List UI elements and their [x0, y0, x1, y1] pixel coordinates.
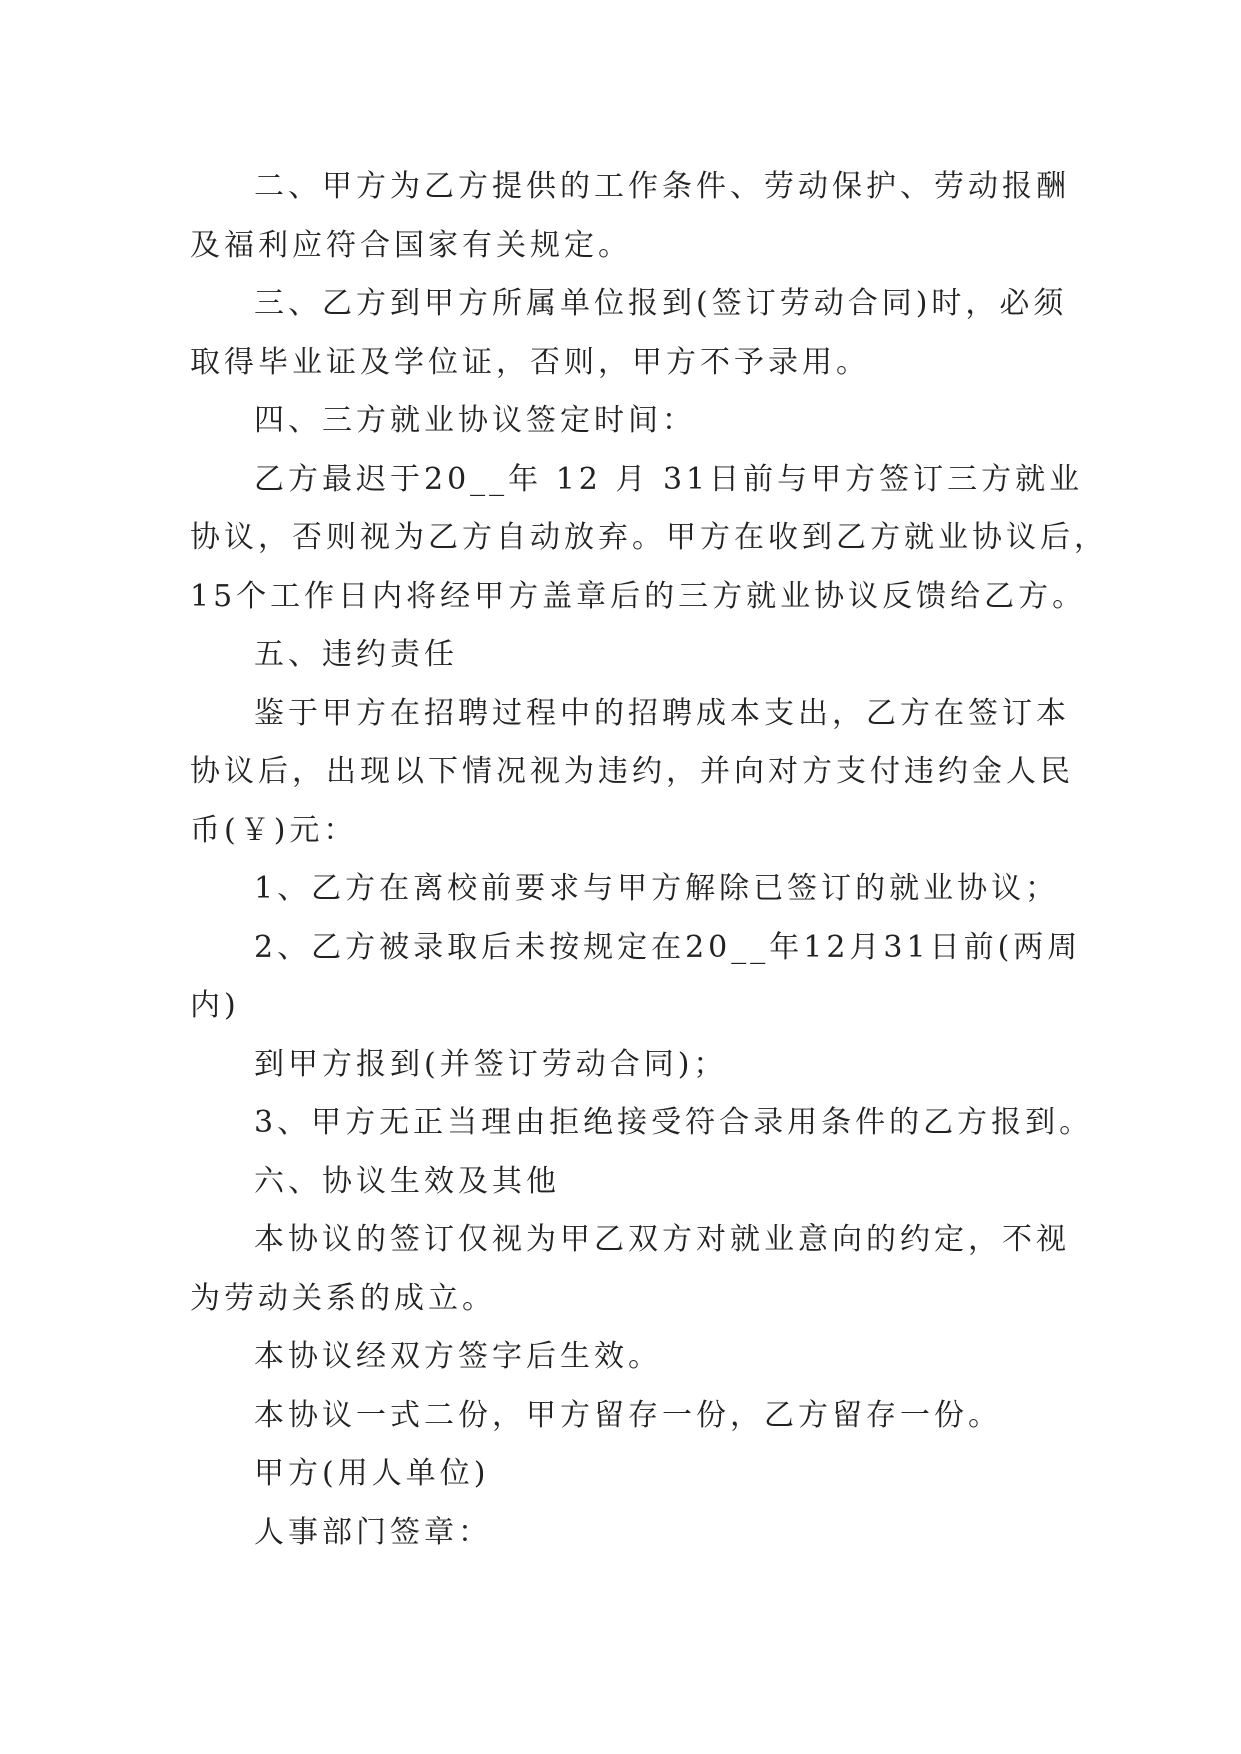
signature-party-label: 甲方(用人单位): [254, 1456, 490, 1491]
text-line: 本协议经双方签字后生效。: [254, 1339, 662, 1374]
section-heading: 六、协议生效及其他: [254, 1163, 560, 1199]
text-line: 乙方最迟于20__年 12 月 31日前与甲方签订三方就业: [254, 461, 1084, 497]
text-line: 到甲方报到(并签订劳动合同)；: [254, 1046, 728, 1082]
text-line: 币(￥)元：: [190, 812, 358, 848]
text-line: 内): [190, 988, 240, 1023]
section-heading: 四、三方就业协议签定时间：: [254, 403, 696, 438]
text-line: 本协议的签订仅视为甲乙双方对就业意向的约定，不视: [254, 1222, 1070, 1257]
text-line: 本协议一式二份，甲方留存一份，乙方留存一份。: [254, 1397, 1002, 1433]
text-line: 鉴于甲方在招聘过程中的招聘成本支出，乙方在签订本: [254, 695, 1070, 731]
text-line: 三、乙方到甲方所属单位报到(签订劳动合同)时，必须: [254, 286, 1068, 321]
text-line: 二、甲方为乙方提供的工作条件、劳动保护、劳动报酬: [254, 169, 1070, 204]
signature-stamp-label: 人事部门签章：: [254, 1514, 492, 1550]
document-body: [190, 158, 1108, 1562]
list-item: 3、甲方无正当理由拒绝接受符合录用条件的乙方报到。: [254, 1105, 1094, 1140]
section-heading: 五、违约责任: [254, 637, 458, 672]
text-line: 协议，否则视为乙方自动放弃。甲方在收到乙方就业协议后，: [190, 520, 1108, 555]
text-line: 协议后，出现以下情况视为违约，并向对方支付违约金人民: [190, 754, 1074, 789]
text-line: 为劳动关系的成立。: [190, 1280, 496, 1316]
text-line: 取得毕业证及学位证，否则，甲方不予录用。: [190, 344, 870, 380]
list-item: 1、乙方在离校前要求与甲方解除已签订的就业协议；: [254, 871, 1060, 906]
text-line: 15个工作日内将经甲方盖章后的三方就业协议反馈给乙方。: [190, 578, 1087, 614]
list-item: 2、乙方被录取后未按规定在20__年12月31日前(两周: [254, 929, 1082, 965]
text-line: 及福利应符合国家有关规定。: [190, 227, 632, 263]
